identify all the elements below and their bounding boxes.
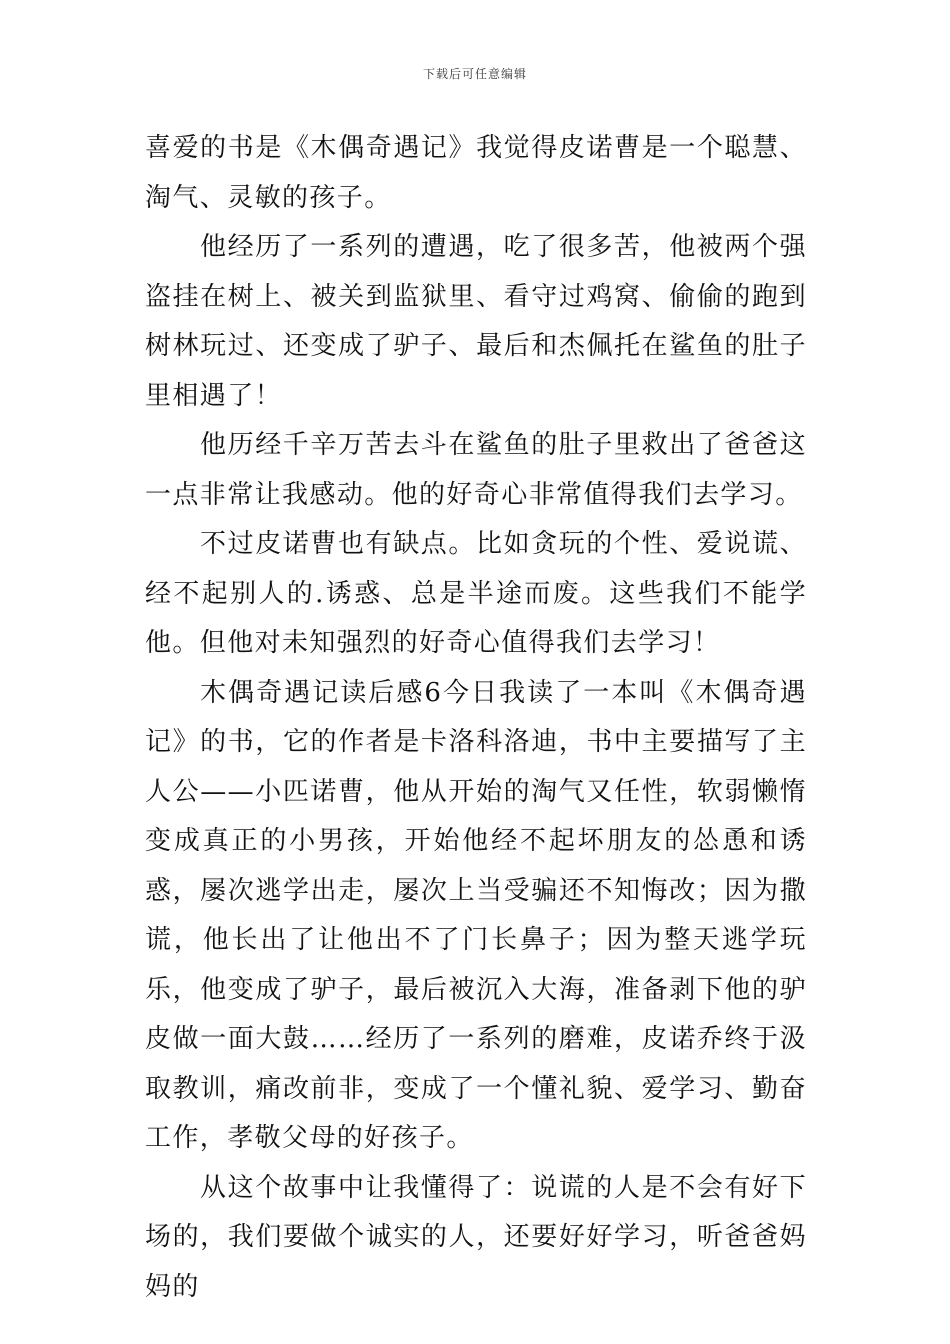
paragraph-continuation: 喜爱的书是《木偶奇遇记》我觉得皮诺曹是一个聪慧、淘气、灵敏的孩子。 <box>145 133 807 213</box>
document-body <box>145 124 807 1312</box>
paragraph: 从这个故事中让我懂得了：说谎的人是不会有好下场的，我们要做个诚实的人，还要好好学习，听爸爸妈妈的 <box>145 1172 807 1302</box>
paragraph: 木偶奇遇记读后感6今日我读了一本叫《木偶奇遇记》的书，它的作者是卡洛科洛迪，书中主要描写了主人公——小匹诺曹，他从开始的淘气又任性，软弱懒惰变成真正的小男孩，开始他经不起坏朋友的怂恿和诱惑，屡次逃学出走，屡次上当受骗还不知悔改；因为撒谎，他长出了让他出不了门长鼻子；因为整天逃学玩乐，他变成了驴子，最后被沉入大海，准备剥下他的驴皮做一面大鼓……经历了一系列的磨难，皮诺乔终于汲取教训，痛改前非，变成了一个懂礼貌、爱学习、勤奋工作，孝敬父母的好孩子。 <box>145 677 807 1153</box>
paragraph: 他经历了一系列的遭遇，吃了很多苦，他被两个强盗挂在树上、被关到监狱里、看守过鸡窝、偷偷的跑到树林玩过、还变成了驴子、最后和杰佩托在鲨鱼的肚子里相遇了！ <box>145 232 807 411</box>
paragraph: 不过皮诺曹也有缺点。比如贪玩的个性、爱说谎、经不起别人的.诱惑、总是半途而废。这些我们不能学他。但他对未知强烈的好奇心值得我们去学习！ <box>145 529 807 658</box>
paragraph: 他历经千辛万苦去斗在鲨鱼的肚子里救出了爸爸这一点非常让我感动。他的好奇心非常值得我们去学习。 <box>145 430 807 510</box>
header-note: 下载后可任意编辑 <box>422 67 527 81</box>
